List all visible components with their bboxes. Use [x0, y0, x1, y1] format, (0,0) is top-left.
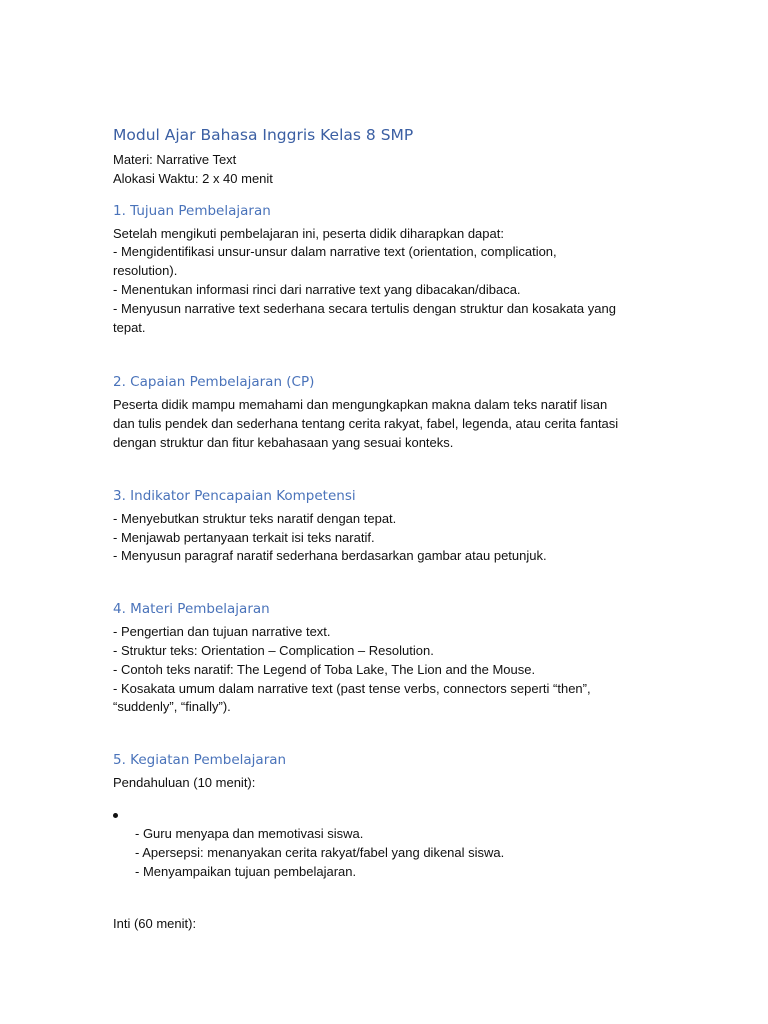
section-heading: 2. Capaian Pembelajaran (CP) — [113, 374, 315, 391]
paragraph-line: - Menentukan informasi rinci dari narrative text yang dibacakan/dibaca. — [113, 281, 521, 297]
section-indikator — [113, 486, 658, 566]
section-heading: 3. Indikator Pencapaian Kompetensi — [113, 487, 356, 504]
meta-alokasi: Alokasi Waktu: 2 x 40 menit — [113, 170, 273, 186]
pendahuluan-label: Pendahuluan (10 menit): — [113, 775, 256, 791]
document-title: Modul Ajar Bahasa Inggris Kelas 8 SMP — [113, 126, 414, 144]
section-tujuan — [113, 201, 658, 338]
bullet-dot-icon — [113, 813, 118, 818]
list-item: - Apersepsi: menanyakan cerita rakyat/fabel yang dikenal siswa. — [135, 844, 505, 860]
paragraph-line: dengan struktur dan fitur kebahasaan yang sesuai konteks. — [113, 434, 454, 450]
paragraph-line: dan tulis pendek dan sederhana tentang cerita rakyat, fabel, legenda, atau cerita fantasi — [113, 416, 619, 432]
paragraph-line: - Menyusun narrative text sederhana secara tertulis dengan struktur dan kosakata yang — [113, 300, 616, 316]
meta-materi: Materi: Narrative Text — [113, 152, 237, 167]
paragraph-line: - Kosakata umum dalam narrative text (past tense verbs, connectors seperti “then”, — [113, 680, 591, 696]
paragraph-line: - Menyusun paragraf naratif sederhana berdasarkan gambar atau petunjuk. — [113, 548, 547, 564]
paragraph-line: Setelah mengikuti pembelajaran ini, peserta didik diharapkan dapat: — [113, 225, 504, 241]
bullet-list — [113, 825, 658, 881]
paragraph-line: resolution). — [113, 263, 178, 279]
section-materi — [113, 599, 658, 717]
paragraph-line: - Mengidentifikasi unsur-unsur dalam narrative text (orientation, complication, — [113, 244, 557, 260]
list-item: - Menyampaikan tujuan pembelajaran. — [135, 863, 357, 879]
paragraph-line: - Menjawab pertanyaan terkait isi teks naratif. — [113, 529, 375, 545]
section-capaian — [113, 372, 658, 452]
section-heading: 4. Materi Pembelajaran — [113, 601, 270, 618]
section-heading: 1. Tujuan Pembelajaran — [113, 202, 271, 219]
document-page — [113, 124, 658, 934]
list-item: - Guru menyapa dan memotivasi siswa. — [135, 825, 364, 841]
section-kegiatan — [113, 750, 658, 934]
paragraph-line: Peserta didik mampu memahami dan mengungkapkan makna dalam teks naratif lisan — [113, 397, 608, 413]
paragraph-line: tepat. — [113, 319, 146, 335]
inti-label: Inti (60 menit): — [113, 916, 197, 932]
paragraph-line: - Menyebutkan struktur teks naratif dengan tepat. — [113, 510, 397, 526]
bullet-marker — [113, 807, 658, 825]
paragraph-line: “suddenly”, “finally”). — [113, 699, 231, 715]
section-heading: 5. Kegiatan Pembelajaran — [113, 752, 287, 769]
paragraph-line: - Struktur teks: Orientation – Complication – Resolution. — [113, 642, 434, 658]
paragraph-line: - Pengertian dan tujuan narrative text. — [113, 624, 331, 640]
paragraph-line: - Contoh teks naratif: The Legend of Toba Lake, The Lion and the Mouse. — [113, 661, 536, 677]
